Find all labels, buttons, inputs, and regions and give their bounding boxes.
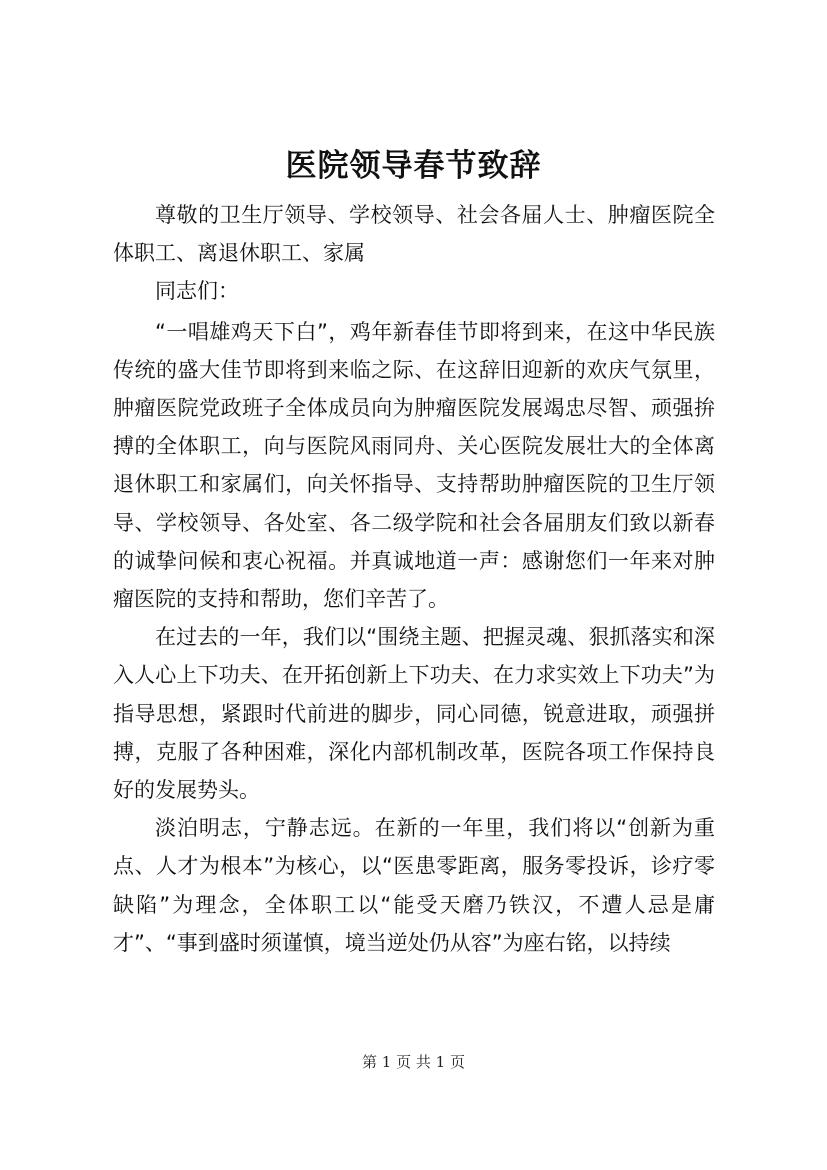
document-body xyxy=(113,196,715,962)
page-footer: 第 1 页 共 1 页 xyxy=(362,1053,465,1071)
greeting-paragraph: 同志们： xyxy=(155,279,239,304)
body-paragraph: 在过去的一年，我们以“围绕主题、把握灵魂、狠抓落实和深入人心上下功夫、在开拓创新上下功夫、在力求实效上下功夫”为指导思想，紧跟时代前进的脚步，同心同德，锐意进取，顽强拼搏，克服了各种困难，深化内部机制改革，医院各项工作保持良好的发展势头。 xyxy=(113,625,715,803)
body-paragraph: “一唱雄鸡天下白”，鸡年新春佳节即将到来，在这中华民族传统的盛大佳节即将到来临之际、在这辞旧迎新的欢庆气氛里，肿瘤医院党政班子全体成员向为肿瘤医院发展竭忠尽智、顽强拚搏的全体职工，向与医院风雨同舟、关心医院发展壮大的全体离退休职工和家属们，向关怀指导、支持帮助肿瘤医院的卫生厅领导、学校领导、各处室、各二级学院和社会各届朋友们致以新春的诚挚问候和衷心祝福。并真诚地道一声：感谢您们一年来对肿瘤医院的支持和帮助，您们辛苦了。 xyxy=(113,319,715,612)
document-title: 医院领导春节致辞 xyxy=(285,148,542,184)
salutation-paragraph: 尊敬的卫生厅领导、学校领导、社会各届人士、肿瘤医院全体职工、离退休职工、家属 xyxy=(113,203,715,266)
body-paragraph: 淡泊明志，宁静志远。在新的一年里，我们将以“创新为重点、人才为根本”为核心，以“医患零距离，服务零投诉，诊疗零缺陷”为理念，全体职工以“能受天磨乃铁汉，不遭人忌是庸才”、“事到盛时须谨慎，境当逆处仍从容”为座右铭，以持续 xyxy=(113,816,715,955)
